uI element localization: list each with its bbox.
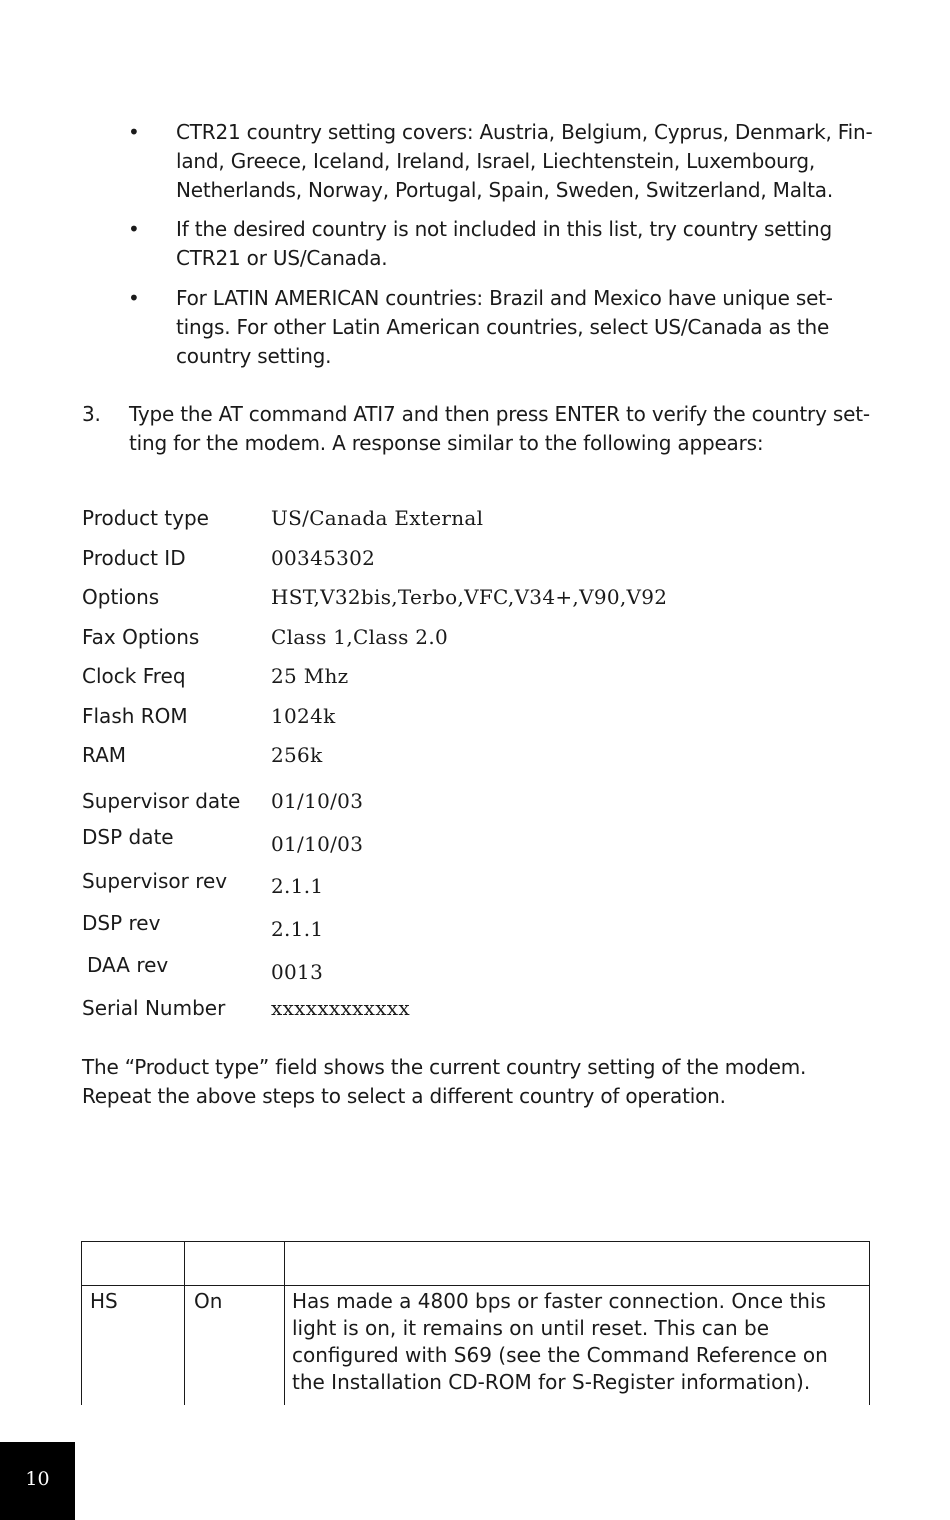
info-value: 2.1.1 [271,874,324,898]
bullet-marker: • [128,286,140,310]
info-label: RAM [82,743,127,767]
info-value: 1024k [271,704,336,728]
info-value: 0013 [271,960,324,984]
table-cell-description: Has made a 4800 bps or faster connection. Once this light is on, it remains on until reset. This can be configured with S69 (see the Command Reference on the Installation CD-ROM for S-Register information). [292,1289,828,1394]
info-label: DSP rev [82,911,161,935]
info-value: HST,V32bis,Terbo,VFC,V34+,V90,V92 [271,585,668,609]
info-label: Serial Number [82,996,226,1020]
table-top-border [81,1241,870,1242]
step-number: 3. [82,402,101,426]
info-label: Options [82,585,160,609]
page-number: 10 [25,1468,50,1490]
info-value: 256k [271,743,323,767]
info-value: Class 1,Class 2.0 [271,625,449,649]
bullet-marker: • [128,217,140,241]
info-label: DAA rev [87,953,169,977]
table-col-border [284,1241,285,1405]
info-label: Flash ROM [82,704,188,728]
info-value: US/Canada External [271,506,484,530]
bullet-marker: • [128,120,140,144]
info-label: DSP date [82,825,174,849]
table-col-border [81,1241,82,1405]
info-value: xxxxxxxxxxxx [271,996,410,1020]
bullet-other-country: If the desired country is not included in this list, try country setting CTR21 or US/Canada. [176,217,832,270]
info-label: Supervisor rev [82,869,228,893]
info-value: 01/10/03 [271,789,364,813]
closing-paragraph: The “Product type” field shows the current country setting of the modem. Repeat the above steps to select a different country of operation. [82,1055,807,1108]
info-label: Product type [82,506,209,530]
info-label: Fax Options [82,625,200,649]
table-cell-light: HS [90,1289,118,1313]
table-header-divider [81,1285,870,1286]
table-cell-state: On [194,1289,223,1313]
info-value: 01/10/03 [271,832,364,856]
table-col-border [184,1241,185,1405]
info-value: 2.1.1 [271,917,324,941]
table-col-border [869,1241,870,1405]
info-label: Supervisor date [82,789,241,813]
info-value: 25 Mhz [271,664,349,688]
info-label: Clock Freq [82,664,186,688]
bullet-ctr21: CTR21 country setting covers: Austria, Belgium, Cyprus, Denmark, Fin-land, Greece, Iceland, Ireland, Israel, Liechtenstein, Luxembourg, Netherlands, Norway, Portugal, Spain, Sweden, Switzerland, Malta. [176,120,873,202]
info-label: Product ID [82,546,186,570]
step-text: Type the AT command ATI7 and then press ENTER to verify the country set-ting for the modem. A response similar to the following appears: [129,402,870,455]
info-value: 00345302 [271,546,376,570]
bullet-latin-america: For LATIN AMERICAN countries: Brazil and Mexico have unique set-tings. For other Latin American countries, select US/Canada as the country setting. [176,286,833,368]
